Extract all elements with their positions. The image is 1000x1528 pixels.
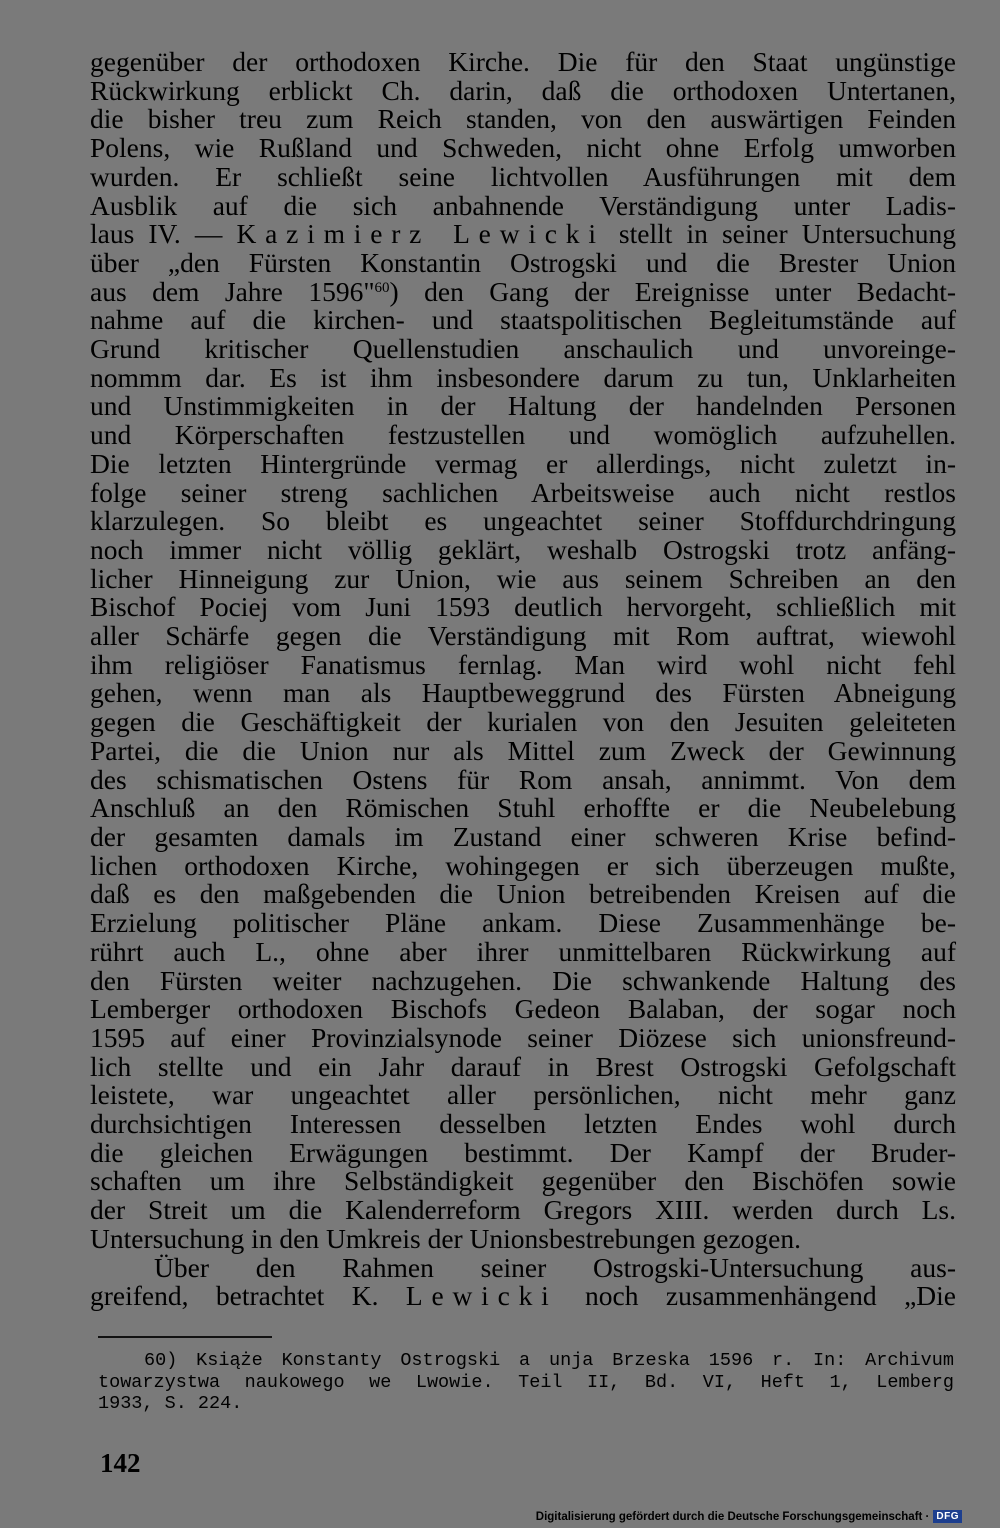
text-line: gehen, wenn man als Hauptbeweggrund des Fürsten Abneigung — [90, 677, 956, 709]
text-line — [90, 275, 956, 307]
text-line: aller Schärfe gegen die Verständigung mit Rom auftrat, wiewohl — [90, 620, 956, 652]
text-line: und Körperschaften festzustellen und womöglich aufzuhellen. — [90, 419, 956, 451]
footnote-line: towarzystwa naukowego we Lwowie. Teil II, Bd. VI, Heft 1, Lemberg — [98, 1371, 954, 1393]
text-line: die gleichen Erwägungen bestimmt. Der Kampf der Bruder- — [90, 1136, 956, 1168]
text-line: über „den Fürsten Konstantin Ostrogski und die Brester Union — [90, 246, 956, 278]
text-fragment: aus dem Jahre 1596" — [90, 275, 375, 307]
text-fragment: laus IV. — — [90, 218, 237, 250]
text-line: lichen orthodoxen Kirche, wohingegen er sich überzeugen mußte, — [90, 849, 956, 881]
text-line: den Fürsten weiter nachzugehen. Die schwankende Haltung des — [90, 964, 956, 996]
text-fragment: noch zusammenhängend „Die — [557, 1280, 956, 1312]
footnote-marker: 60 — [374, 279, 390, 296]
text-line: ihm religiöser Fanatismus fernlag. Man wird wohl nicht fehl — [90, 648, 956, 680]
text-line: Ausblik auf die sich anbahnende Verständigung unter Ladis- — [90, 189, 956, 221]
text-line: gegenüber der orthodoxen Kirche. Die für den Staat ungünstige — [90, 46, 956, 77]
text-line — [90, 1282, 956, 1311]
author-name: Lewicki — [405, 1280, 558, 1312]
text-line: der gesamten damals im Zustand einer schweren Krise befind- — [90, 820, 956, 852]
text-line: Lemberger orthodoxen Bischofs Gedeon Balaban, der sogar noch — [90, 993, 956, 1025]
footnote — [98, 1350, 954, 1415]
footnote-line: 60) Książe Konstanty Ostrogski a unja Brzeska 1596 r. In: Archivum — [144, 1350, 954, 1371]
footnote-line: 1933, S. 224. — [98, 1393, 243, 1414]
text-line: nommm dar. Es ist ihm insbesondere darum zu tun, Unklarheiten — [90, 361, 956, 393]
text-line — [90, 220, 956, 249]
text-line: daß es den maßgebenden die Union betreibenden Kreisen auf die — [90, 878, 956, 910]
footnote-divider — [98, 1336, 272, 1338]
digitization-credit — [536, 1510, 962, 1523]
text-line: leistete, war ungeachtet aller persönlichen, nicht mehr ganz — [90, 1079, 956, 1111]
text-fragment: ) den Gang der Ereignisse unter Bedacht- — [389, 275, 956, 307]
text-line: rührt auch L., ohne aber ihrer unmittelbaren Rückwirkung auf — [90, 935, 956, 967]
text-line: durchsichtigen Interessen desselben letzten Endes wohl durch — [90, 1108, 956, 1140]
credit-text: Digitalisierung gefördert durch die Deutsche Forschungsgemeinschaft · — [535, 1510, 930, 1523]
text-line: Grund kritischer Quellenstudien anschaulich und unvoreinge- — [90, 333, 956, 365]
text-line: noch immer nicht völlig geklärt, weshalb Ostrogski trotz anfäng- — [90, 533, 956, 565]
text-line: Polens, wie Rußland und Schweden, nicht ohne Erfolg umworben — [90, 132, 956, 164]
text-line: lich stellte und ein Jahr darauf in Brest Ostrogski Gefolgschaft — [90, 1050, 956, 1082]
text-line: licher Hinneigung zur Union, wie aus seinem Schreiben an den — [90, 562, 956, 594]
text-line: Bischof Pociej vom Juni 1593 deutlich hervorgeht, schließlich mit — [90, 591, 956, 623]
main-text — [90, 48, 956, 1311]
text-line: folge seiner streng sachlichen Arbeitsweise auch nicht restlos — [90, 476, 956, 508]
text-line: klarzulegen. So bleibt es ungeachtet seiner Stoffdurchdringung — [90, 505, 956, 537]
text-line: und Unstimmigkeiten in der Haltung der handelnden Personen — [90, 390, 956, 422]
text-line: Rückwirkung erblickt Ch. darin, daß die orthodoxen Untertanen, — [90, 74, 956, 106]
text-line: Die letzten Hintergründe vermag er allerdings, nicht zuletzt in- — [90, 447, 956, 479]
page-number: 142 — [100, 1448, 141, 1478]
text-line: 1595 auf einer Provinzialsynode seiner Diözese sich unionsfreund- — [90, 1021, 956, 1053]
text-line: der Streit um die Kalenderreform Gregors XIII. werden durch Ls. — [90, 1194, 956, 1226]
text-line: des schismatischen Ostens für Rom ansah, annimmt. Von dem — [90, 763, 956, 795]
text-line: Untersuchung in den Umkreis der Unionsbestrebungen gezogen. — [90, 1222, 801, 1254]
text-line: Über den Rahmen seiner Ostrogski-Untersuchung aus- — [154, 1251, 956, 1283]
text-line: die bisher treu zum Reich standen, von den auswärtigen Feinden — [90, 103, 956, 135]
author-name: Kazimierz Lewicki — [236, 218, 605, 250]
text-fragment: stellt in seiner Untersuchung — [604, 218, 957, 250]
text-line: schaften um ihre Selbständigkeit gegenüber den Bischöfen sowie — [90, 1165, 956, 1197]
text-line: wurden. Er schließt seine lichtvollen Ausführungen mit dem — [90, 160, 956, 192]
text-line: Anschluß an den Römischen Stuhl erhoffte er die Neubelebung — [90, 792, 956, 824]
text-line: Erzielung politischer Pläne ankam. Diese Zusammenhänge be- — [90, 907, 956, 939]
dfg-logo-icon: DFG — [933, 1510, 962, 1523]
text-fragment: greifend, betrachtet K. — [90, 1280, 406, 1312]
text-line: gegen die Geschäftigkeit der kurialen von den Jesuiten geleiteten — [90, 706, 956, 738]
text-line: nahme auf die kirchen- und staatspolitischen Begleitumstände auf — [90, 304, 956, 336]
text-line: Partei, die die Union nur als Mittel zum Zweck der Gewinnung — [90, 734, 956, 766]
